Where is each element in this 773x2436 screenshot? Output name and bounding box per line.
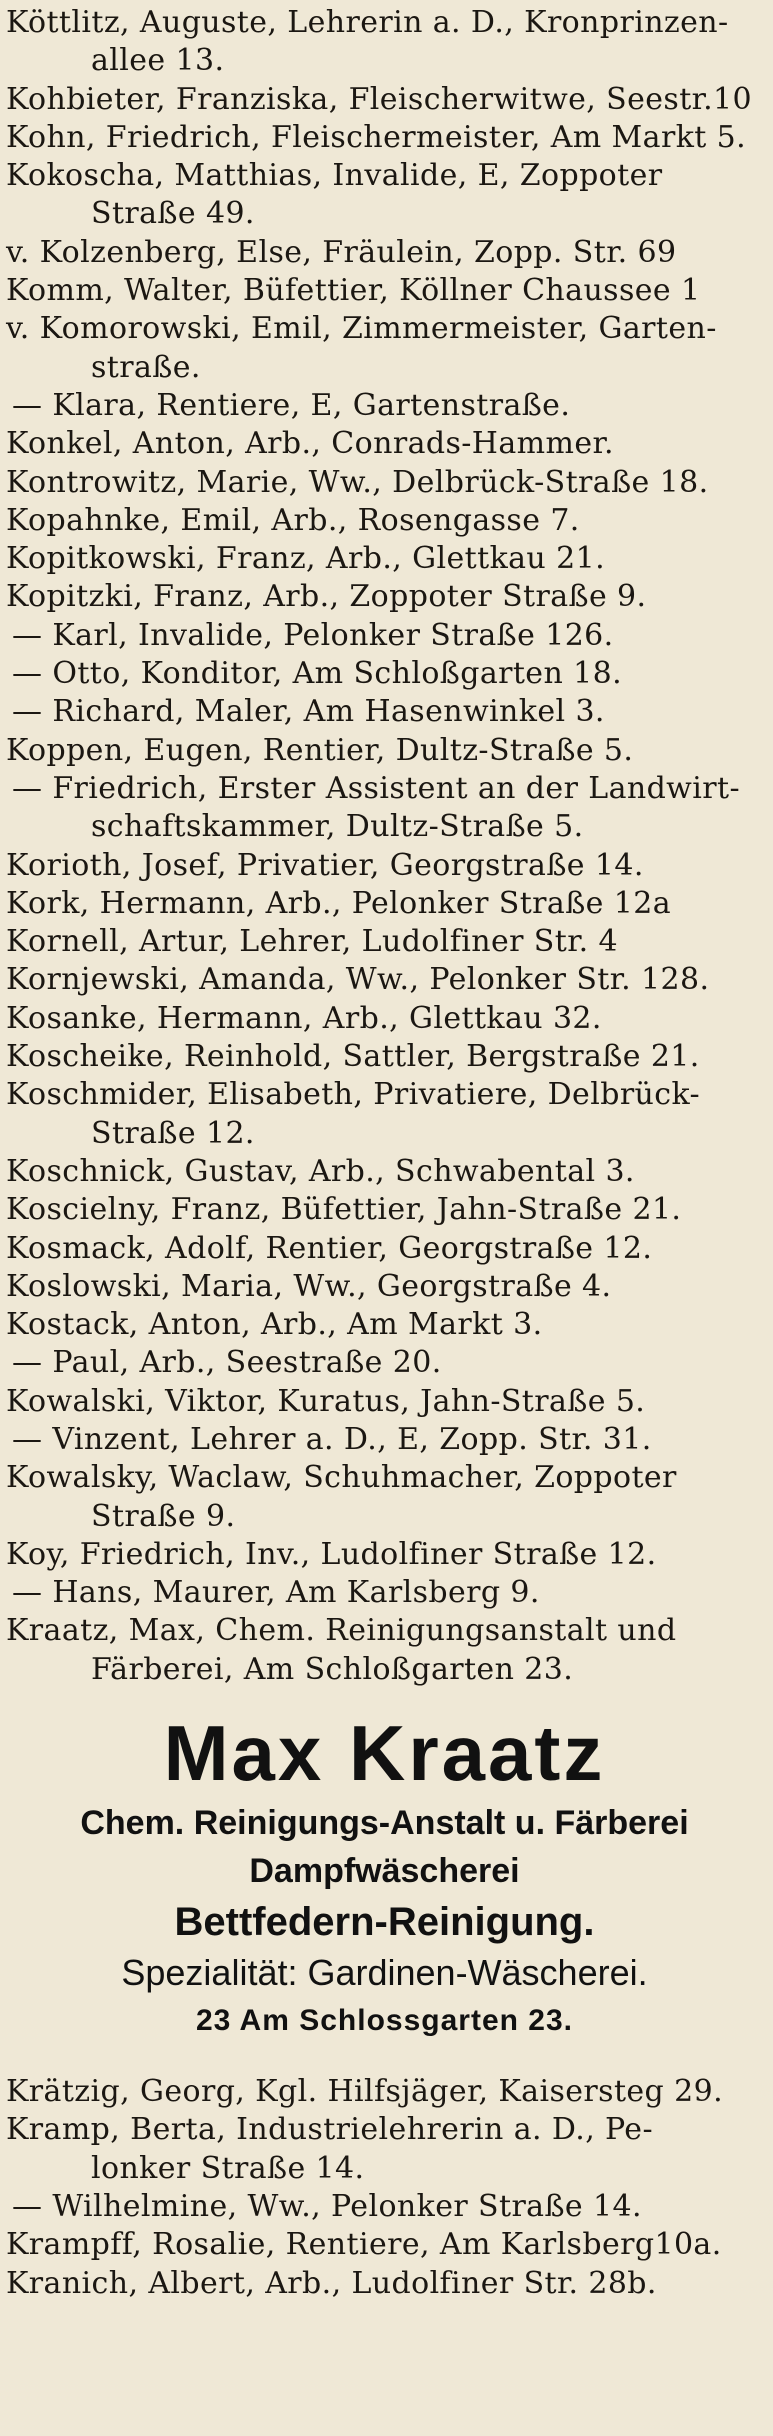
entry-text: Komm, Walter, Büfettier, Köllner Chaussee 1 [6, 273, 701, 309]
entry-text: — Wilhelmine, Ww., Pelonker Straße 14. [12, 2188, 642, 2224]
entry-continuation: straße. [91, 349, 201, 385]
directory-entry [6, 770, 763, 847]
entry-text: Kohbieter, Franziska, Fleischerwitwe, Seestr.10 [6, 81, 753, 117]
entry-text: Kork, Hermann, Arb., Pelonker Straße 12a [6, 885, 671, 921]
directory-entry [6, 2073, 763, 2111]
ad-business-line: Chem. Reinigungs-Anstalt u. Färberei [80, 1804, 689, 1843]
entry-text: — Karl, Invalide, Pelonker Straße 126. [12, 617, 614, 653]
entry-text: Koy, Friedrich, Inv., Ludolfiner Straße 12. [6, 1536, 657, 1572]
directory-entry [6, 157, 763, 234]
entry-text: Kramp, Berta, Industrielehrerin a. D., Pe- [6, 2112, 653, 2148]
directory-entry [6, 578, 763, 616]
entry-text: Kostack, Anton, Arb., Am Markt 3. [6, 1307, 543, 1343]
directory-entry [6, 1230, 763, 1268]
entry-continuation: schaftskammer, Dultz-Straße 5. [91, 809, 584, 845]
directory-entry [6, 2111, 763, 2188]
directory-entry [6, 540, 763, 578]
entry-text: Kopitzki, Franz, Arb., Zoppoter Straße 9. [6, 579, 647, 615]
entry-text: Krampff, Rosalie, Rentiere, Am Karlsberg10a. [6, 2227, 722, 2263]
ad-company-name: Max Kraatz [163, 1709, 606, 1798]
directory-entry [6, 1191, 763, 1229]
entry-text: — Klara, Rentiere, E, Gartenstraße. [12, 387, 571, 423]
entry-continuation: Straße 49. [91, 196, 255, 232]
entry-text: Konkel, Anton, Arb., Conrads-Hammer. [6, 426, 614, 462]
directory-entry [6, 425, 763, 463]
directory-entry [6, 387, 763, 425]
directory-entry [6, 1038, 763, 1076]
ad-service-feathers: Bettfedern-Reinigung. [174, 1900, 595, 1945]
entry-text: Kosmack, Adolf, Rentier, Georgstraße 12. [6, 1230, 653, 1266]
directory-entry [6, 272, 763, 310]
directory-entry [6, 2226, 763, 2264]
directory-entry [6, 961, 763, 999]
directory-entry [6, 1536, 763, 1574]
entry-text: Köttlitz, Auguste, Lehrerin a. D., Kronprinzen- [6, 5, 729, 40]
entry-text: — Hans, Maurer, Am Karlsberg 9. [12, 1575, 540, 1611]
directory-entry [6, 1153, 763, 1191]
directory-entry [6, 617, 763, 655]
entry-text: Koschmider, Elisabeth, Privatiere, Delbrück- [6, 1077, 701, 1113]
entry-text: — Richard, Maler, Am Hasenwinkel 3. [12, 694, 605, 730]
entry-text: v. Kolzenberg, Else, Fräulein, Zopp. Str. 69 [6, 234, 677, 270]
directory-entries-bottom [6, 2073, 763, 2303]
entry-continuation: allee 13. [91, 43, 225, 79]
directory-entry [6, 4, 763, 81]
entry-continuation: Straße 12. [91, 1115, 255, 1151]
directory-entry [6, 1459, 763, 1536]
directory-entry [6, 885, 763, 923]
directory-entry [6, 119, 763, 157]
directory-entry [6, 1383, 763, 1421]
entry-text: Kohn, Friedrich, Fleischermeister, Am Markt 5. [6, 119, 747, 155]
directory-entry [6, 1268, 763, 1306]
entry-text: Koppen, Eugen, Rentier, Dultz-Straße 5. [6, 732, 634, 768]
entry-text: Kranich, Albert, Arb., Ludolfiner Str. 28b. [6, 2265, 657, 2301]
entry-text: Koschnick, Gustav, Arb., Schwabental 3. [6, 1153, 635, 1189]
entry-continuation: Straße 9. [91, 1498, 236, 1534]
entry-continuation: Färberei, Am Schloßgarten 23. [91, 1651, 574, 1687]
entry-text: Kontrowitz, Marie, Ww., Delbrück-Straße 18. [6, 464, 709, 500]
directory-entry [6, 693, 763, 731]
entry-text: Kosanke, Hermann, Arb., Glettkau 32. [6, 1000, 602, 1036]
directory-entry [6, 732, 763, 770]
entry-continuation: lonker Straße 14. [91, 2150, 365, 2186]
entry-text: Kowalsky, Waclaw, Schuhmacher, Zoppoter [6, 1460, 677, 1496]
directory-entry [6, 1076, 763, 1153]
directory-entry [6, 464, 763, 502]
entry-text: Kornell, Artur, Lehrer, Ludolfiner Str. 4 [6, 924, 619, 960]
directory-entry [6, 923, 763, 961]
entry-text: Koslowski, Maria, Ww., Georgstraße 4. [6, 1268, 612, 1304]
directory-entry [6, 1344, 763, 1382]
directory-entry [6, 1421, 763, 1459]
entry-text: Krätzig, Georg, Kgl. Hilfsjäger, Kaisersteg 29. [6, 2074, 724, 2110]
directory-entry [6, 1574, 763, 1612]
ad-specialty: Spezialität: Gardinen-Wäscherei. [121, 1952, 648, 1994]
entry-text: Kokoscha, Matthias, Invalide, E, Zoppoter [6, 158, 663, 194]
directory-entry [6, 655, 763, 693]
directory-entries-top [6, 4, 763, 1689]
directory-entry [6, 502, 763, 540]
entry-text: Kowalski, Viktor, Kuratus, Jahn-Straße 5. [6, 1383, 646, 1419]
entry-text: — Vinzent, Lehrer a. D., E, Zopp. Str. 31. [12, 1421, 652, 1457]
directory-entry [6, 1306, 763, 1344]
directory-entry [6, 1612, 763, 1689]
entry-text: Koscielny, Franz, Büfettier, Jahn-Straße 21. [6, 1192, 682, 1228]
entry-text: Kornjewski, Amanda, Ww., Pelonker Str. 128. [6, 962, 710, 998]
entry-text: Kopahnke, Emil, Arb., Rosengasse 7. [6, 502, 580, 538]
ad-service-laundry: Dampfwäscherei [249, 1852, 520, 1891]
entry-text: — Paul, Arb., Seestraße 20. [12, 1345, 442, 1381]
entry-text: — Friedrich, Erster Assistent an der Landwirt- [12, 770, 740, 806]
ad-address: 23 Am Schlossgarten 23. [195, 2004, 574, 2038]
directory-entry [6, 847, 763, 885]
entry-text: Koscheike, Reinhold, Sattler, Bergstraße 21. [6, 1039, 700, 1075]
directory-entry [6, 234, 763, 272]
directory-entry [6, 2188, 763, 2226]
directory-entry [6, 81, 763, 119]
entry-text: v. Komorowski, Emil, Zimmermeister, Garten- [6, 311, 717, 347]
entry-text: Kopitkowski, Franz, Arb., Glettkau 21. [6, 541, 605, 577]
directory-entry [6, 1000, 763, 1038]
directory-entry [6, 310, 763, 387]
entry-text: Kraatz, Max, Chem. Reinigungsanstalt und [6, 1613, 677, 1649]
advertisement-max-kraatz [6, 1707, 763, 2045]
directory-entry [6, 2265, 763, 2303]
entry-text: Korioth, Josef, Privatier, Georgstraße 14. [6, 847, 644, 883]
entry-text: — Otto, Konditor, Am Schloßgarten 18. [12, 656, 623, 692]
